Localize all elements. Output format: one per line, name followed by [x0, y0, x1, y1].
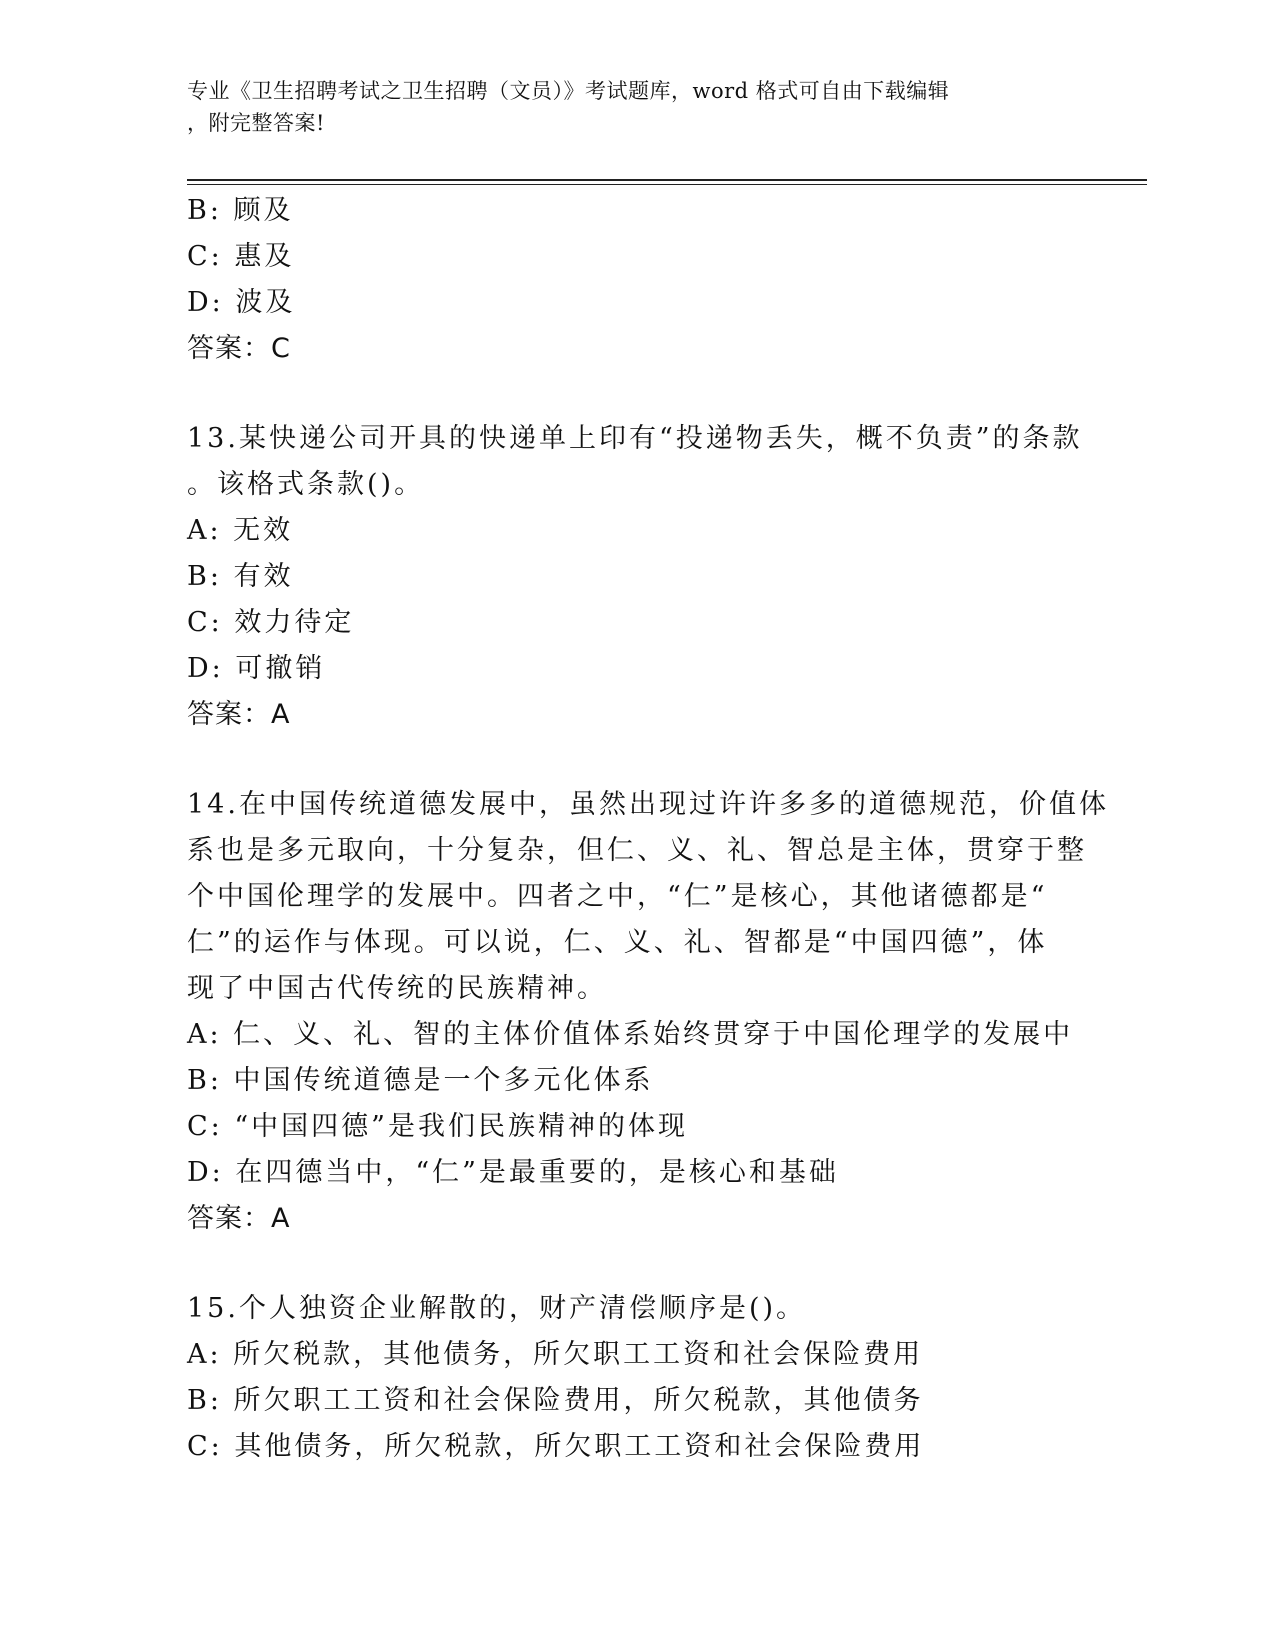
header-divider-thin: [187, 184, 1147, 185]
option-a: A: 所欠税款，其他债务，所欠职工工资和社会保险费用: [187, 1339, 924, 1370]
option-b: B: 中国传统道德是一个多元化体系: [187, 1065, 654, 1096]
option-b: B: 顾及: [187, 195, 294, 226]
document-header: [187, 75, 1087, 139]
spacer: [187, 738, 1087, 782]
question-line: 13.某快递公司开具的快递单上印有“投递物丢失，概不负责”的条款: [187, 423, 1083, 454]
question-text: [187, 782, 1109, 1012]
question-line: 。该格式条款()。: [187, 469, 425, 500]
answer-label: 答案：A: [187, 699, 291, 730]
question-line: 现了中国古代传统的民族精神。: [187, 973, 607, 1004]
question-14: [187, 782, 1109, 1242]
option-a: A: 无效: [187, 515, 294, 546]
question-line: 仁”的运作与体现。可以说，仁、义、礼、智都是“中国四德”，体: [187, 927, 1048, 958]
question-line: 14.在中国传统道德发展中，虽然出现过许许多多的道德规范，价值体: [187, 789, 1109, 820]
option-d: D: 可撤销: [187, 653, 326, 684]
option-c: C: 其他债务，所欠税款，所欠职工工资和社会保险费用: [187, 1431, 925, 1462]
question-text: [187, 1286, 1087, 1332]
option-d: D: 在四德当中，“仁”是最重要的，是核心和基础: [187, 1157, 839, 1188]
option-b: B: 有效: [187, 561, 294, 592]
answer-label: 答案：C: [187, 333, 291, 364]
question-line: 15.个人独资企业解散的，财产清偿顺序是()。: [187, 1293, 807, 1324]
question-list: [187, 188, 1109, 1470]
question-line: 系也是多元取向，十分复杂，但仁、义、礼、智总是主体，贯穿于整: [187, 835, 1087, 866]
spacer: [187, 372, 1087, 416]
question-13: [187, 416, 1087, 738]
option-a: A: 仁、义、礼、智的主体价值体系始终贯穿于中国伦理学的发展中: [187, 1019, 1074, 1050]
option-c: C: 惠及: [187, 241, 295, 272]
question-text: [187, 416, 1087, 508]
option-d: D: 波及: [187, 287, 296, 318]
header-line-2: ，附完整答案!: [187, 111, 325, 135]
header-divider-thick: [187, 179, 1147, 181]
header-line-1: 专业《卫生招聘考试之卫生招聘（文员）》考试题库，word 格式可自由下载编辑: [187, 79, 950, 103]
question-line: 个中国伦理学的发展中。四者之中，“仁”是核心，其他诸德都是“: [187, 881, 1048, 912]
answer-label: 答案：A: [187, 1203, 291, 1234]
question-15: [187, 1286, 1087, 1470]
option-c: C: “中国四德”是我们民族精神的体现: [187, 1111, 688, 1142]
option-c: C: 效力待定: [187, 607, 355, 638]
spacer: [187, 1242, 1087, 1286]
option-b: B: 所欠职工工资和社会保险费用，所欠税款，其他债务: [187, 1385, 924, 1416]
question-12-tail: [187, 188, 1087, 372]
